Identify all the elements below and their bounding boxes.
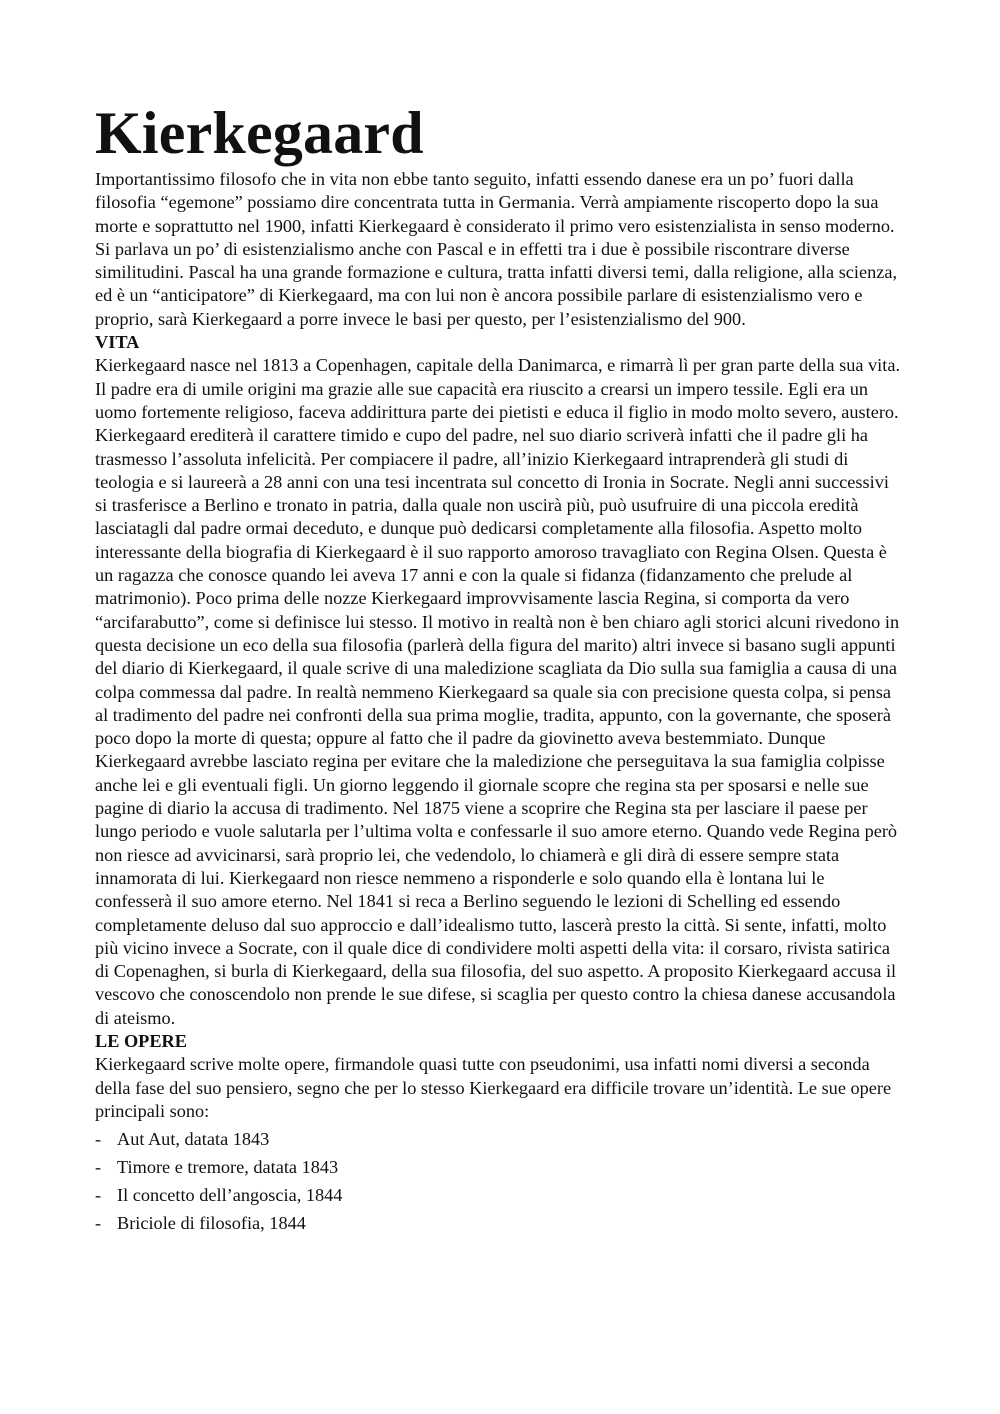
list-item <box>95 1153 905 1181</box>
section-heading-vita: VITA <box>95 332 140 353</box>
bullet-dash: - <box>95 1213 102 1234</box>
works-list <box>95 1125 905 1237</box>
intro-paragraph: Importantissimo filosofo che in vita non ebbe tanto seguito, infatti essendo danese era un po’ fuori dalla filosofia “egemone” possiamo dire concentrata tutta in Germania. Verrà ampiamente riscoperto dopo la sua morte e soprattutto nel 1900, infatti Kierkegaard è considerato il primo vero esistenzialista in senso moderno. Si parlava un po’ di esistenzialismo anche con Pascal e in effetti tra i due è possibile riscontrare diverse similitudini. Pascal ha una grande formazione e cultura, tratta infatti diversi temi, dalla religione, alla scienza, ed è un “anticipatore” di Kierkegaard, ma con lui non è ancora possibile parlare di esistenzialismo vero e proprio, sarà Kierkegaard a porre invece le basi per questo, per l’esistenzialismo del 900. <box>95 169 898 329</box>
work-title: Timore e tremore, datata 1843 <box>117 1157 339 1178</box>
work-title: Aut Aut, datata 1843 <box>117 1129 270 1150</box>
work-title: Briciole di filosofia, 1844 <box>117 1213 306 1234</box>
work-title: Il concetto dell’angoscia, 1844 <box>117 1185 343 1206</box>
bullet-dash: - <box>95 1157 102 1178</box>
list-item <box>95 1209 905 1237</box>
list-item <box>95 1181 905 1209</box>
page-title: Kierkegaard <box>95 100 424 166</box>
section-heading-opere: LE OPERE <box>95 1030 187 1051</box>
document-page <box>95 98 905 1237</box>
vita-paragraph: Kierkegaard nasce nel 1813 a Copenhagen, capitale della Danimarca, e rimarrà lì per gran parte della sua vita. Il padre era di umile origini ma grazie alle sue capacità era riuscito a crearsi un impero tessile. Egli era un uomo fortemente religioso, faceva addirittura parte dei pietisti e educa il figlio in modo molto severo, austero. Kierkegaard erediterà il carattere timido e cupo del padre, nel suo diario scriverà infatti che il padre gli ha trasmesso l’assoluta infelicità. Per compiacere il padre, all’inizio Kierkegaard intraprenderà gli studi di teologia e si laureerà a 28 anni con una tesi incentrata sul concetto di Ironia in Socrate. Negli anni successivi si trasferisce a Berlino e tronato in patria, dalla quale non uscirà più, può usufruire di una piccola eredità lasciatagli dal padre ormai deceduto, e dunque può dedicarsi completamente alla filosofia. Aspetto molto interessante della biografia di Kierkegaard è il suo rapporto amoroso travagliato con Regina Olsen. Questa è un ragazza che conosce quando lei aveva 17 anni e con la quale si fidanza (fidanzamento che prelude al matrimonio). Poco prima delle nozze Kierkegaard improvvisamente lascia Regina, si comporta da vero “arcifarabutto”, come si definisce lui stesso. Il motivo in realtà non è ben chiaro agli storici alcuni rivedono in questa decisione un eco della sua filosofia (parlerà della figura del marito) altri invece si basano sugli appunti del diario di Kierkegaard, il quale scrive di una maledizione scagliata da Dio sulla sua famiglia a causa di una colpa commessa dal padre. In realtà nemmeno Kierkegaard sa quale sia con precisione questa colpa, si pensa al tradimento del padre nei confronti della sua prima moglie, tradita, appunto, con la governante, che sposerà poco dopo la morte di questa; oppure al fatto che il padre da giovinetto aveva bestemmiato. Dunque Kierkegaard avrebbe lasciato regina per evitare che la maledizione che perseguitava la sua famiglia colpisse anche lei e gli eventuali figli. Un giorno leggendo il giornale scopre che regina sta per sposarsi e nelle sue pagine di diario la accusa di tradimento. Nel 1875 viene a scoprire che Regina sta per lasciare il paese per lungo periodo e vuole salutarla per l’ultima volta e confessarle il suo amore eterno. Quando vede Regina però non riesce ad avvicinarsi, sarà proprio lei, che vedendolo, lo chiamerà e gli dirà di essere sempre stata innamorata di lui. Kierkegaard non riesce nemmeno a risponderle e solo quando ella è lontana lui le confesserà il suo amore eterno. Nel 1841 si reca a Berlino seguendo le lezioni di Schelling ed essendo completamente deluso dal suo approccio e dall’idealismo tutto, lascerà presto la città. Si sente, infatti, molto più vicino invece a Socrate, con il quale dice di condividere molti aspetti della vita: il corsaro, rivista satirica di Copenaghen, si burla di Kierkegaard, della sua filosofia, del suo aspetto. A proposito Kierkegaard accusa il vescovo che conoscendolo non prende le sue difese, si scaglia per questo contro la chiesa danese accusandola di ateismo. <box>95 355 901 1028</box>
bullet-dash: - <box>95 1185 102 1206</box>
opere-paragraph: Kierkegaard scrive molte opere, firmandole quasi tutte con pseudonimi, usa infatti nomi diversi a seconda della fase del suo pensiero, segno che per lo stesso Kierkegaard era difficile trovare un’identità. Le sue opere principali sono: <box>95 1054 892 1121</box>
bullet-dash: - <box>95 1129 102 1150</box>
list-item <box>95 1125 905 1153</box>
